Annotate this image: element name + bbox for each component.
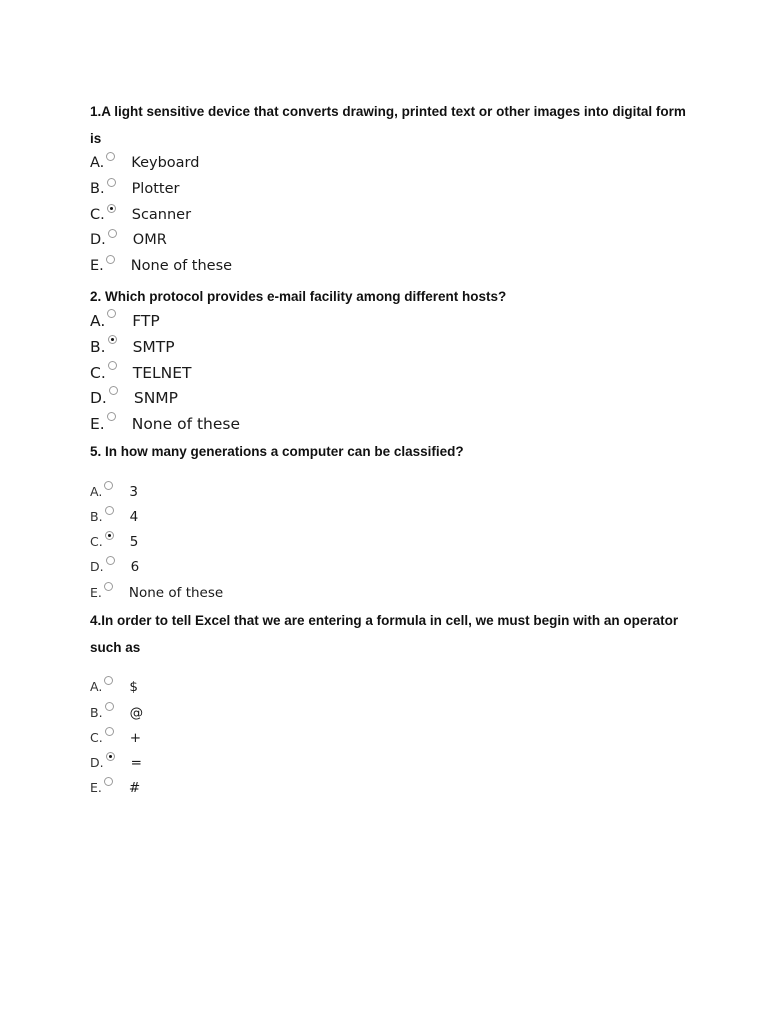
radio-button[interactable]	[105, 702, 114, 711]
option-letter: E.	[90, 780, 102, 795]
option-label: SNMP	[133, 389, 179, 407]
option-label: SMTP	[132, 338, 175, 356]
question-text: 4.In order to tell Excel that we are entering a formula in cell, we must begin with an operator such as	[90, 613, 679, 655]
radio-button-selected[interactable]	[108, 335, 117, 344]
option-letter: C.	[90, 534, 103, 549]
radio-button[interactable]	[109, 386, 118, 395]
radio-button[interactable]	[105, 727, 114, 736]
option-e[interactable]	[90, 414, 240, 434]
radio-button[interactable]	[104, 481, 113, 490]
option-label: =	[130, 755, 142, 771]
question-2	[90, 283, 690, 433]
option-label: FTP	[132, 312, 160, 330]
option-label: +	[129, 730, 142, 746]
option-b[interactable]	[90, 337, 175, 357]
question-4	[90, 607, 690, 796]
option-d[interactable]	[90, 558, 139, 576]
option-b[interactable]	[90, 508, 138, 526]
question-5	[90, 438, 690, 601]
option-label: Plotter	[131, 181, 180, 197]
option-letter: A.	[90, 484, 103, 499]
option-letter: A.	[90, 312, 106, 330]
option-label: Keyboard	[131, 155, 200, 171]
option-letter: D.	[90, 389, 107, 407]
option-d[interactable]	[90, 231, 167, 249]
option-label: #	[128, 780, 141, 796]
option-letter: E.	[90, 258, 104, 274]
option-a[interactable]	[90, 311, 160, 331]
option-label: $	[129, 679, 138, 695]
radio-button[interactable]	[108, 229, 117, 238]
question-1	[90, 98, 690, 274]
option-d[interactable]	[90, 754, 142, 772]
option-letter: B.	[90, 509, 103, 524]
option-letter: B.	[90, 338, 106, 356]
radio-button-selected[interactable]	[107, 204, 116, 213]
radio-button[interactable]	[104, 582, 113, 591]
option-label: @	[129, 705, 144, 721]
radio-button[interactable]	[106, 556, 115, 565]
option-label: OMR	[132, 232, 167, 248]
option-letter: D.	[90, 755, 104, 770]
option-label: TELNET	[132, 364, 192, 382]
option-letter: C.	[90, 364, 106, 382]
option-c[interactable]	[90, 363, 192, 383]
option-b[interactable]	[90, 704, 143, 722]
option-label: None of these	[128, 585, 224, 601]
option-letter: A.	[90, 679, 103, 694]
radio-button[interactable]	[107, 412, 116, 421]
option-a[interactable]	[90, 678, 138, 696]
option-a[interactable]	[90, 483, 138, 501]
radio-button[interactable]	[106, 255, 115, 264]
question-text: 1.A light sensitive device that converts drawing, printed text or other images into digital form is	[90, 104, 686, 146]
question-text: 5. In how many generations a computer can be classified?	[90, 444, 464, 459]
option-label: 4	[129, 509, 139, 525]
radio-button-selected[interactable]	[105, 531, 114, 540]
question-text: 2. Which protocol provides e-mail facility among different hosts?	[90, 289, 507, 304]
option-letter: D.	[90, 559, 104, 574]
option-label: 5	[129, 534, 139, 550]
option-b[interactable]	[90, 180, 179, 198]
option-label: None of these	[131, 415, 241, 433]
option-letter: B.	[90, 705, 103, 720]
radio-button-selected[interactable]	[106, 752, 115, 761]
option-letter: A.	[90, 155, 105, 171]
radio-button[interactable]	[107, 178, 116, 187]
option-d[interactable]	[90, 388, 178, 408]
option-label: Scanner	[131, 207, 192, 223]
radio-button[interactable]	[105, 506, 114, 515]
option-letter: E.	[90, 415, 105, 433]
radio-button[interactable]	[104, 777, 113, 786]
option-label: 6	[130, 559, 140, 575]
option-e[interactable]	[90, 584, 223, 602]
option-e[interactable]	[90, 779, 140, 797]
option-c[interactable]	[90, 533, 138, 551]
option-letter: C.	[90, 730, 103, 745]
option-letter: E.	[90, 585, 102, 600]
option-label: None of these	[130, 258, 233, 274]
option-e[interactable]	[90, 257, 232, 275]
option-c[interactable]	[90, 206, 191, 224]
option-letter: D.	[90, 232, 106, 248]
radio-button[interactable]	[104, 676, 113, 685]
option-c[interactable]	[90, 729, 141, 747]
radio-button[interactable]	[108, 361, 117, 370]
option-a[interactable]	[90, 154, 199, 172]
option-letter: C.	[90, 207, 105, 223]
option-letter: B.	[90, 181, 105, 197]
radio-button[interactable]	[106, 152, 115, 161]
radio-button[interactable]	[107, 309, 116, 318]
option-label: 3	[129, 484, 138, 500]
